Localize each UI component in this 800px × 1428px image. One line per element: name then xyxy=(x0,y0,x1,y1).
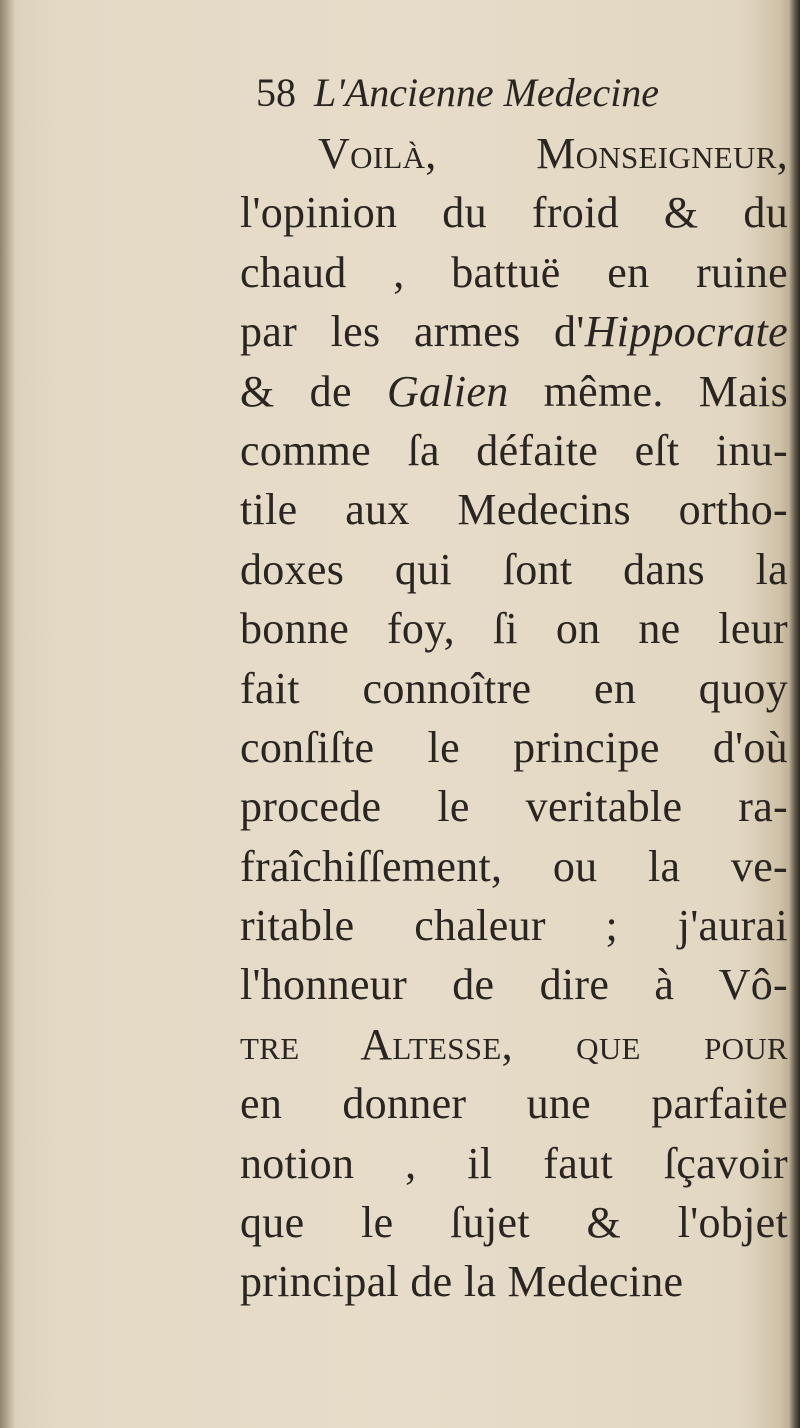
text-line-3: chaud , battuë en ruine xyxy=(240,247,788,297)
page-number: 58 xyxy=(256,70,296,115)
text-line-17: en donner une parfaite xyxy=(240,1079,788,1129)
book-page xyxy=(240,62,788,1312)
text-line-18: notion , il faut ſçavoir xyxy=(240,1138,788,1188)
book-gutter xyxy=(0,0,14,1428)
page-edge xyxy=(788,0,800,1428)
text-line-5: & de Galien même. Mais xyxy=(240,366,788,416)
text-line-7: tile aux Medecins ortho- xyxy=(240,485,788,535)
text-line-15: l'honneur de dire à Vô- xyxy=(240,960,788,1010)
text-line-6: comme ſa défaite eſt inu- xyxy=(240,425,788,475)
text-line-10: fait connoître en quoy xyxy=(240,663,788,713)
text-line-9: bonne foy, ſi on ne leur xyxy=(240,604,788,654)
text-line-12: procede le veritable ra- xyxy=(240,782,788,832)
text-line-4: par les armes d'Hippocrate xyxy=(240,307,788,357)
text-line-13: fraîchiſſement, ou la ve- xyxy=(240,841,788,891)
text-line-20: principal de la Medecine xyxy=(240,1257,684,1307)
text-line-19: que le ſujet & l'objet xyxy=(240,1198,788,1248)
text-line-8: doxes qui ſont dans la xyxy=(240,544,788,594)
text-line-1: Voilà, Monseigneur, xyxy=(318,129,788,178)
running-title: L'Ancienne Medecine xyxy=(314,70,660,115)
running-header xyxy=(240,62,788,124)
text-line-11: conſiſte le principe d'où xyxy=(240,722,788,772)
text-line-16: tre Altesse, que pour xyxy=(240,1019,788,1069)
text-line-2: l'opinion du froid & du xyxy=(240,188,788,238)
text-line-14: ritable chaleur ; j'aurai xyxy=(240,901,788,951)
